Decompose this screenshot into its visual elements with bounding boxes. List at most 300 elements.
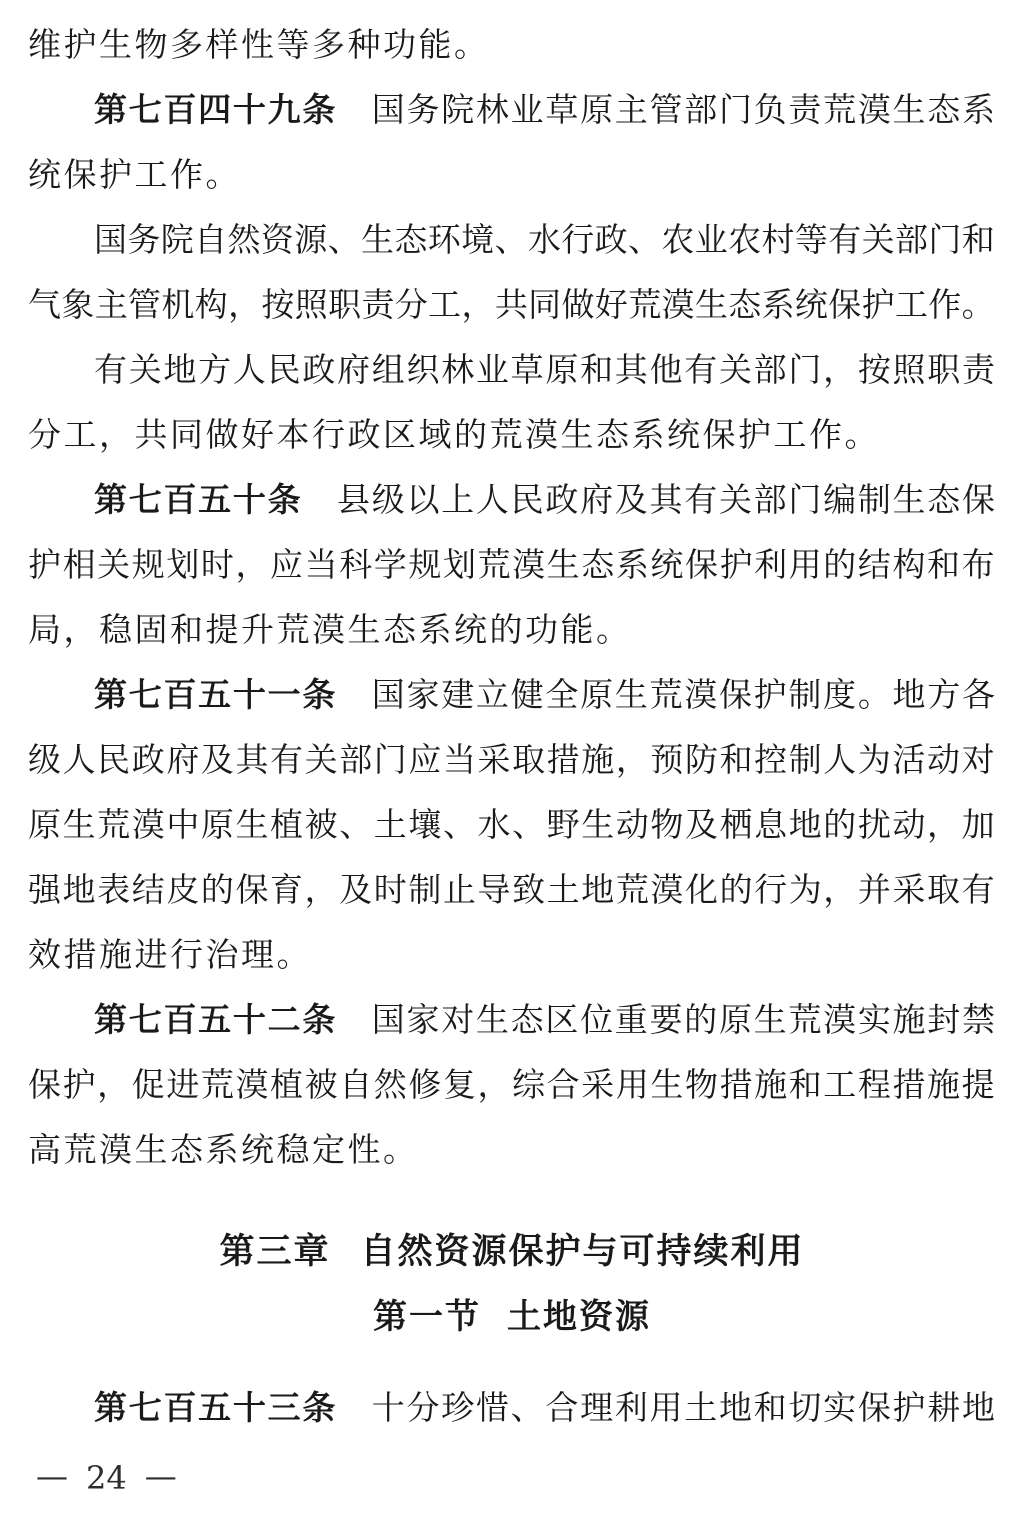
- article-number-char: 五: [198, 675, 232, 714]
- text-char: 家: [406, 1000, 440, 1039]
- text-char: 全: [545, 675, 579, 714]
- text-char: 采: [892, 870, 926, 909]
- text-char: 其: [235, 740, 269, 779]
- text-char: 部: [684, 90, 718, 129]
- text-char: 当: [304, 545, 338, 584]
- text-char: 原: [718, 1000, 752, 1039]
- text-char: 同: [528, 285, 562, 324]
- text-char: 责: [788, 90, 822, 129]
- text-char: 政: [131, 740, 165, 779]
- text-char: 保: [718, 675, 752, 714]
- article-number-char: 第: [94, 1000, 127, 1039]
- text-line: [28, 402, 995, 467]
- text-line: [28, 1052, 995, 1117]
- text-run: 高荒漠生态系统稳定性。: [28, 1130, 419, 1169]
- text-char: 门: [788, 480, 822, 519]
- text-char: 业: [475, 350, 509, 389]
- text-char: 部: [339, 740, 373, 779]
- text-char: 态: [394, 220, 428, 259]
- text-run: 局，稳固和提升荒漠生态系统的功能。: [28, 610, 632, 649]
- text-char: 方: [198, 350, 232, 389]
- text-char: 各: [961, 675, 995, 714]
- article-number-char: 十: [232, 1000, 266, 1039]
- article-number-char: 十: [232, 480, 266, 519]
- text-char: 保: [28, 1065, 61, 1104]
- text-char: 村: [761, 220, 795, 259]
- text-char: 政: [545, 480, 579, 519]
- text-char: 管: [128, 285, 162, 324]
- text-line: [28, 1375, 995, 1440]
- text-line: [28, 12, 995, 77]
- text-char: 草: [545, 90, 579, 129]
- text-char: 境: [461, 220, 495, 259]
- text-char: 护: [753, 675, 787, 714]
- text-char: 分: [406, 1388, 440, 1427]
- text-char: 民: [97, 740, 131, 779]
- text-char: 原: [545, 350, 579, 389]
- text-char: 利: [754, 545, 788, 584]
- text-char: 植: [270, 1065, 304, 1104]
- text-char: 负: [753, 90, 787, 129]
- text-char: 栖: [719, 805, 753, 844]
- text-char: 分: [394, 285, 428, 324]
- text-char: 施: [754, 1065, 788, 1104]
- text-char: 荒: [477, 545, 511, 584]
- text-char: 护: [861, 285, 895, 324]
- text-char: 和: [788, 1065, 822, 1104]
- text-char: 国: [94, 220, 127, 259]
- article-number-char: 五: [198, 1388, 232, 1427]
- text-char: ，: [97, 1065, 131, 1104]
- text-char: 划: [166, 545, 200, 584]
- text-char: 漠: [857, 90, 891, 129]
- article-number-char: 第: [94, 675, 127, 714]
- text-char: 象: [61, 285, 95, 324]
- text-char: 资: [260, 220, 294, 259]
- text-char: 工: [428, 285, 462, 324]
- text-char: 荒: [200, 1065, 234, 1104]
- text-char: [337, 662, 370, 727]
- text-char: 地: [892, 675, 926, 714]
- text-char: 皮: [166, 870, 200, 909]
- text-char: 地: [163, 350, 197, 389]
- text-char: 利: [614, 1388, 648, 1427]
- text-line: [28, 1117, 995, 1182]
- article-number-char: 第: [94, 480, 127, 519]
- text-char: 措: [546, 740, 580, 779]
- text-char: 关: [304, 740, 338, 779]
- text-char: 动: [927, 740, 961, 779]
- text-char: 应: [270, 545, 304, 584]
- text-char: 合: [545, 1388, 579, 1427]
- text-line: [28, 532, 995, 597]
- text-char: 立: [475, 675, 509, 714]
- text-char: 惜: [475, 1388, 509, 1427]
- text-line: [28, 142, 995, 207]
- text-char: 地: [718, 1388, 752, 1427]
- text-char: 用: [649, 1388, 683, 1427]
- text-char: 科: [339, 545, 373, 584]
- text-char: 业: [694, 220, 728, 259]
- section-title: 土地资源: [507, 1297, 651, 1337]
- text-char: [337, 1375, 370, 1440]
- text-char: 护: [62, 1065, 96, 1104]
- article-number-char: 百: [163, 480, 197, 519]
- text-char: 源: [294, 220, 328, 259]
- text-char: 地: [961, 1388, 995, 1427]
- text-char: 切: [788, 1388, 822, 1427]
- text-char: 环: [427, 220, 461, 259]
- text-char: 。: [857, 675, 891, 714]
- text-char: 行: [754, 870, 788, 909]
- text-char: 保: [857, 1388, 891, 1427]
- text-char: 职: [328, 285, 362, 324]
- text-char: 关: [718, 350, 752, 389]
- text-char: 规: [131, 545, 165, 584]
- text-char: 院: [441, 90, 475, 129]
- text-char: 共: [494, 285, 528, 324]
- text-char: 系: [615, 545, 649, 584]
- text-char: 合: [546, 1065, 580, 1104]
- text-char: 加: [961, 805, 995, 844]
- article-number-char: 五: [198, 1000, 232, 1039]
- text-char: 规: [408, 545, 442, 584]
- text-char: 县: [337, 480, 371, 519]
- article-number-char: 七: [128, 90, 162, 129]
- text-char: 然: [227, 220, 261, 259]
- text-line: [28, 662, 995, 727]
- text-char: 责: [961, 350, 995, 389]
- text-char: ，: [461, 285, 495, 324]
- text-char: 原: [200, 805, 234, 844]
- text-run: 统保护工作。: [28, 155, 241, 194]
- text-char: 防: [684, 740, 718, 779]
- text-line: [28, 272, 995, 337]
- article-number-char: 条: [302, 1388, 336, 1427]
- text-char: 然: [373, 1065, 407, 1104]
- text-char: 进: [166, 1065, 200, 1104]
- text-char: 部: [753, 480, 787, 519]
- article-number-char: 十: [232, 1388, 266, 1427]
- text-char: 以: [406, 480, 440, 519]
- article-number-char: 条: [302, 1000, 336, 1039]
- text-char: 自: [339, 1065, 373, 1104]
- text-char: 水: [527, 220, 561, 259]
- text-char: 的: [200, 870, 234, 909]
- footer-dash-right-icon: —: [144, 1457, 177, 1495]
- text-char: 气: [28, 285, 61, 324]
- text-char: ，: [615, 740, 649, 779]
- text-char: 、: [327, 220, 361, 259]
- text-char: 府: [337, 350, 371, 389]
- text-char: 、: [512, 805, 546, 844]
- text-char: 布: [961, 545, 995, 584]
- text-char: 等: [794, 220, 828, 259]
- text-char: 中: [166, 805, 200, 844]
- text-char: 珍: [441, 1388, 475, 1427]
- text-char: 护: [28, 545, 61, 584]
- text-char: 生: [614, 675, 648, 714]
- text-char: 、: [510, 1388, 544, 1427]
- text-char: 的: [719, 870, 753, 909]
- text-char: 生: [546, 545, 580, 584]
- text-char: 原: [580, 675, 614, 714]
- article-number-char: 第: [94, 1388, 127, 1427]
- article-number-char: 条: [267, 480, 301, 519]
- text-char: 当: [442, 740, 476, 779]
- text-char: 息: [754, 805, 788, 844]
- text-char: 工: [823, 1065, 857, 1104]
- text-char: 部: [753, 350, 787, 389]
- text-char: 部: [895, 220, 928, 259]
- text-char: 政: [594, 220, 628, 259]
- text-char: 民: [510, 480, 544, 519]
- text-char: 责: [361, 285, 395, 324]
- text-char: 关: [128, 350, 162, 389]
- text-char: 漠: [512, 545, 546, 584]
- text-char: 制: [788, 675, 822, 714]
- page-footer: [36, 1459, 177, 1497]
- text-char: 预: [650, 740, 684, 779]
- text-char: 农: [728, 220, 762, 259]
- text-char: 漠: [661, 285, 695, 324]
- text-char: 封: [927, 1000, 961, 1039]
- text-char: 为: [857, 740, 891, 779]
- text-char: 重: [614, 1000, 648, 1039]
- text-char: 十: [371, 1388, 405, 1427]
- text-char: 林: [441, 350, 475, 389]
- text-char: 系: [761, 285, 795, 324]
- text-char: 府: [580, 480, 614, 519]
- text-char: 的: [823, 805, 857, 844]
- article-number-char: 十: [232, 675, 266, 714]
- chapter-title: 自然资源保护与可持续利用: [360, 1232, 805, 1272]
- text-char: 采: [477, 740, 511, 779]
- text-char: 荒: [788, 1000, 822, 1039]
- text-line: [28, 727, 995, 792]
- text-char: 有: [684, 350, 718, 389]
- text-char: 健: [510, 675, 544, 714]
- text-char: 用: [788, 545, 822, 584]
- text-char: 管: [649, 90, 683, 129]
- text-char: 、: [442, 805, 476, 844]
- article-number-char: 九: [267, 90, 301, 129]
- text-char: 施: [892, 1000, 926, 1039]
- text-char: 漠: [684, 675, 718, 714]
- text-char: [337, 987, 370, 1052]
- text-char: 禁: [961, 1000, 995, 1039]
- text-char: 扰: [857, 805, 891, 844]
- text-line: [28, 467, 995, 532]
- text-char: 人: [232, 350, 266, 389]
- text-char: ，: [235, 545, 269, 584]
- text-run: 效措施进行治理。: [28, 935, 312, 974]
- text-char: 态: [927, 90, 961, 129]
- text-char: 统: [794, 285, 828, 324]
- text-char: 门: [788, 350, 822, 389]
- article-number-char: 百: [163, 1388, 197, 1427]
- text-char: 荒: [823, 90, 857, 129]
- text-char: 生: [361, 220, 394, 259]
- text-char: 对: [961, 740, 995, 779]
- text-char: 机: [161, 285, 195, 324]
- text-char: 土: [546, 870, 580, 909]
- text-char: 和: [927, 545, 961, 584]
- text-char: 地: [581, 870, 615, 909]
- text-char: 度: [823, 675, 857, 714]
- text-char: 主: [94, 285, 128, 324]
- text-char: 实: [823, 1388, 857, 1427]
- text-char: 构: [194, 285, 228, 324]
- text-char: 制: [408, 870, 442, 909]
- text-char: 门: [373, 740, 407, 779]
- text-char: 的: [684, 1000, 718, 1039]
- text-char: 方: [927, 675, 961, 714]
- text-char: 耕: [927, 1388, 961, 1427]
- article-number-char: 十: [232, 90, 266, 129]
- text-char: 态: [581, 545, 615, 584]
- text-char: 采: [581, 1065, 615, 1104]
- text-char: 土: [684, 1388, 718, 1427]
- text-char: 地: [62, 870, 96, 909]
- text-char: 国: [371, 675, 405, 714]
- text-char: 、: [339, 805, 373, 844]
- text-run: 维护生物多样性等多种功能。: [28, 25, 490, 64]
- article-number-char: 二: [267, 1000, 301, 1039]
- text-char: 和: [753, 1388, 787, 1427]
- text-char: 漠: [823, 1000, 857, 1039]
- text-char: 保: [828, 285, 862, 324]
- text-line: [28, 857, 995, 922]
- text-char: 业: [510, 90, 544, 129]
- text-char: 程: [857, 1065, 891, 1104]
- text-char: 。: [961, 285, 995, 324]
- text-char: 生: [650, 1065, 684, 1104]
- footer-dash-left-icon: —: [36, 1457, 68, 1495]
- text-char: 复: [442, 1065, 476, 1104]
- text-char: 漠: [650, 870, 684, 909]
- text-char: 照: [294, 285, 328, 324]
- text-char: [337, 77, 370, 142]
- text-char: 荒: [628, 285, 662, 324]
- text-char: 国: [371, 90, 405, 129]
- text-char: 保: [961, 480, 995, 519]
- text-char: 制: [788, 740, 822, 779]
- text-char: 相: [62, 545, 96, 584]
- text-char: 被: [304, 805, 338, 844]
- text-char: 行: [561, 220, 595, 259]
- text-line: [28, 207, 995, 272]
- chapter-number: 第三章: [219, 1232, 331, 1272]
- text-char: 务: [127, 220, 161, 259]
- text-char: 控: [754, 740, 788, 779]
- text-char: 为: [788, 870, 822, 909]
- text-char: 保: [684, 545, 718, 584]
- text-char: 编: [823, 480, 857, 519]
- text-char: 自: [194, 220, 228, 259]
- text-char: 育: [270, 870, 304, 909]
- text-char: 农: [661, 220, 695, 259]
- article-number-char: 条: [302, 90, 336, 129]
- text-char: 、: [628, 220, 661, 259]
- text-char: 取: [927, 870, 961, 909]
- text-char: 地: [788, 805, 822, 844]
- text-char: 促: [131, 1065, 165, 1104]
- text-char: 务: [406, 90, 440, 129]
- text-char: 导: [477, 870, 511, 909]
- text-line: [28, 77, 995, 142]
- text-char: 人: [62, 740, 96, 779]
- article-number-char: 一: [267, 675, 301, 714]
- text-char: 有: [684, 480, 718, 519]
- article-number-char: 百: [163, 1000, 197, 1039]
- body-text-block-after: [0, 1375, 1024, 1440]
- text-char: 壤: [408, 805, 442, 844]
- text-char: 级: [28, 740, 61, 779]
- text-char: 原: [580, 90, 614, 129]
- text-char: 止: [442, 870, 476, 909]
- article-number-char: 七: [128, 1388, 162, 1427]
- text-char: 民: [267, 350, 301, 389]
- text-char: 统: [650, 545, 684, 584]
- text-char: 土: [373, 805, 407, 844]
- text-char: 漠: [131, 805, 165, 844]
- text-char: 护: [719, 545, 753, 584]
- text-char: 修: [408, 1065, 442, 1104]
- text-char: 时: [200, 545, 234, 584]
- text-char: 和: [580, 350, 614, 389]
- text-char: 组: [371, 350, 405, 389]
- text-char: 政: [302, 350, 336, 389]
- text-char: ，: [304, 870, 338, 909]
- text-char: 生: [475, 1000, 509, 1039]
- text-char: 职: [927, 350, 961, 389]
- text-char: 有: [94, 350, 127, 389]
- text-char: 结: [131, 870, 165, 909]
- text-char: 施: [581, 740, 615, 779]
- text-char: 漠: [235, 1065, 269, 1104]
- text-char: 级: [371, 480, 405, 519]
- text-char: 主: [614, 90, 648, 129]
- text-char: 院: [160, 220, 194, 259]
- text-char: ，: [477, 1065, 511, 1104]
- text-char: 好: [594, 285, 628, 324]
- text-char: 原: [28, 805, 61, 844]
- text-line: [28, 792, 995, 857]
- text-char: 生: [581, 805, 615, 844]
- text-char: 综: [512, 1065, 546, 1104]
- text-char: 理: [580, 1388, 614, 1427]
- article-number-char: 四: [198, 90, 232, 129]
- text-char: 表: [97, 870, 131, 909]
- text-char: 和: [961, 220, 995, 259]
- text-char: 做: [561, 285, 595, 324]
- text-char: 按: [857, 350, 891, 389]
- text-char: 结: [857, 545, 891, 584]
- text-char: 区: [545, 1000, 579, 1039]
- section-heading: [0, 1285, 1024, 1350]
- text-char: 荒: [615, 870, 649, 909]
- text-char: 应: [408, 740, 442, 779]
- text-char: 他: [649, 350, 683, 389]
- text-char: 动: [615, 805, 649, 844]
- text-line: [28, 987, 995, 1052]
- text-run: 分工，共同做好本行政区域的荒漠生态系统保护工作。: [28, 415, 880, 454]
- text-char: 关: [97, 545, 131, 584]
- text-char: 府: [166, 740, 200, 779]
- text-char: 植: [270, 805, 304, 844]
- text-char: 被: [304, 1065, 338, 1104]
